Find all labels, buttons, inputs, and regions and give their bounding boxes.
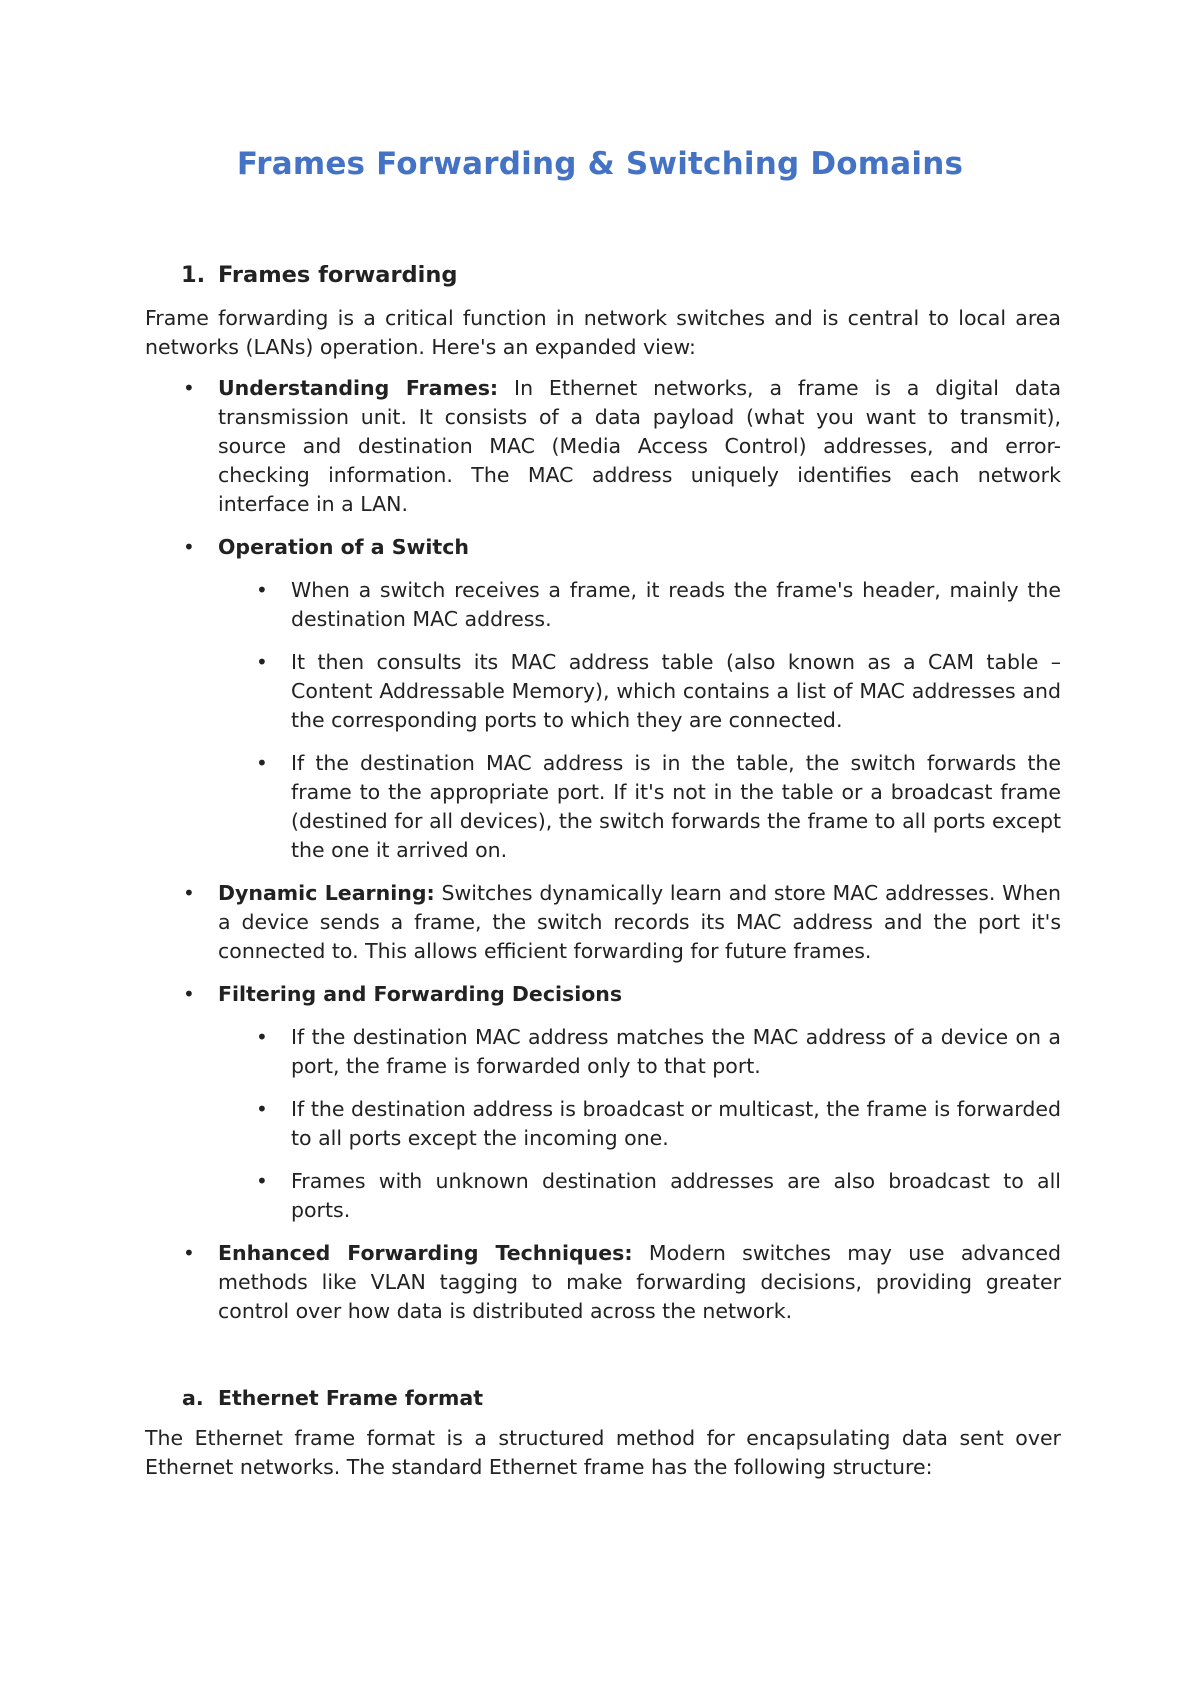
list-item-filtering-forwarding [145,980,1061,1225]
subsection-heading [182,1386,1061,1410]
bullet-icon: • [256,1169,268,1193]
bullet-icon: • [256,1025,268,1049]
bullet-icon: • [183,1241,195,1265]
sub-list [218,1023,1061,1225]
item-term: Understanding Frames: [218,376,499,400]
item-term: Operation of a Switch [218,535,469,559]
sub-list-item [218,1023,1061,1081]
item-text: Switches dynamically learn and store MAC addresses. When a device sends a frame, the switch records its MAC address and the port it's connected to. This allows efficient forwarding for future frames. [218,881,1061,963]
subsection-letter: a. [182,1386,204,1410]
sub-item-text: Frames with unknown destination addresses are also broadcast to all ports. [291,1169,1061,1222]
list-item-dynamic-learning [145,879,1061,966]
bullet-icon: • [183,535,195,559]
item-text: In Ethernet networks, a frame is a digital data transmission unit. It consists of a data payload (what you want to transmit), source and destination MAC (Media Access Control) addresses, and error-checking information. The MAC address uniquely identifies each network interface in a LAN. [218,376,1062,516]
list-item-enhanced-forwarding [145,1239,1061,1326]
main-list [145,374,1061,1326]
list-item-operation-of-switch [145,533,1061,865]
bullet-icon: • [183,376,195,400]
item-term: Enhanced Forwarding Techniques: [218,1241,633,1265]
list-item-understanding-frames [145,374,1061,519]
item-term: Filtering and Forwarding Decisions [218,982,623,1006]
bullet-icon: • [183,982,195,1006]
document-content [145,262,1061,1482]
sub-item-text: It then consults its MAC address table (also known as a CAM table – Content Addressable Memory), which contains a list of MAC addresses and the corresponding ports to which they are connected. [291,650,1061,732]
section-title: Frames forwarding [218,262,458,288]
subsection-paragraph: The Ethernet frame format is a structured method for encapsulating data sent over Ethernet networks. The standard Ethernet frame has the following structure: [145,1426,1061,1479]
bullet-icon: • [256,1097,268,1121]
sub-list [218,576,1061,865]
sub-item-text: When a switch receives a frame, it reads the frame's header, mainly the destination MAC address. [291,578,1061,631]
bullet-icon: • [256,650,268,674]
section-heading [181,262,1061,288]
sub-list-item [218,749,1061,865]
sub-list-item [218,576,1061,634]
bullet-icon: • [256,751,268,775]
bullet-icon: • [183,881,195,905]
sub-item-text: If the destination MAC address is in the table, the switch forwards the frame to the appropriate port. If it's not in the table or a broadcast frame (destined for all devices), the switch forwards the frame to all ports except the one it arrived on. [291,751,1061,862]
item-term: Dynamic Learning: [218,881,435,905]
bullet-icon: • [256,578,268,602]
section-number: 1. [181,262,206,288]
intro-paragraph: Frame forwarding is a critical function in network switches and is central to local area networks (LANs) operation. Here's an expanded view: [145,306,1061,359]
sub-list-item [218,1167,1061,1225]
item-text: Modern switches may use advanced methods like VLAN tagging to make forwarding decisions, providing greater control over how data is distributed across the network. [218,1241,1061,1323]
page-title: Frames Forwarding & Switching Domains [236,146,964,182]
sub-list-item [218,648,1061,735]
sub-list-item [218,1095,1061,1153]
sub-item-text: If the destination MAC address matches the MAC address of a device on a port, the frame is forwarded only to that port. [291,1025,1061,1078]
sub-item-text: If the destination address is broadcast or multicast, the frame is forwarded to all ports except the incoming one. [291,1097,1061,1150]
subsection-title: Ethernet Frame format [218,1386,483,1410]
